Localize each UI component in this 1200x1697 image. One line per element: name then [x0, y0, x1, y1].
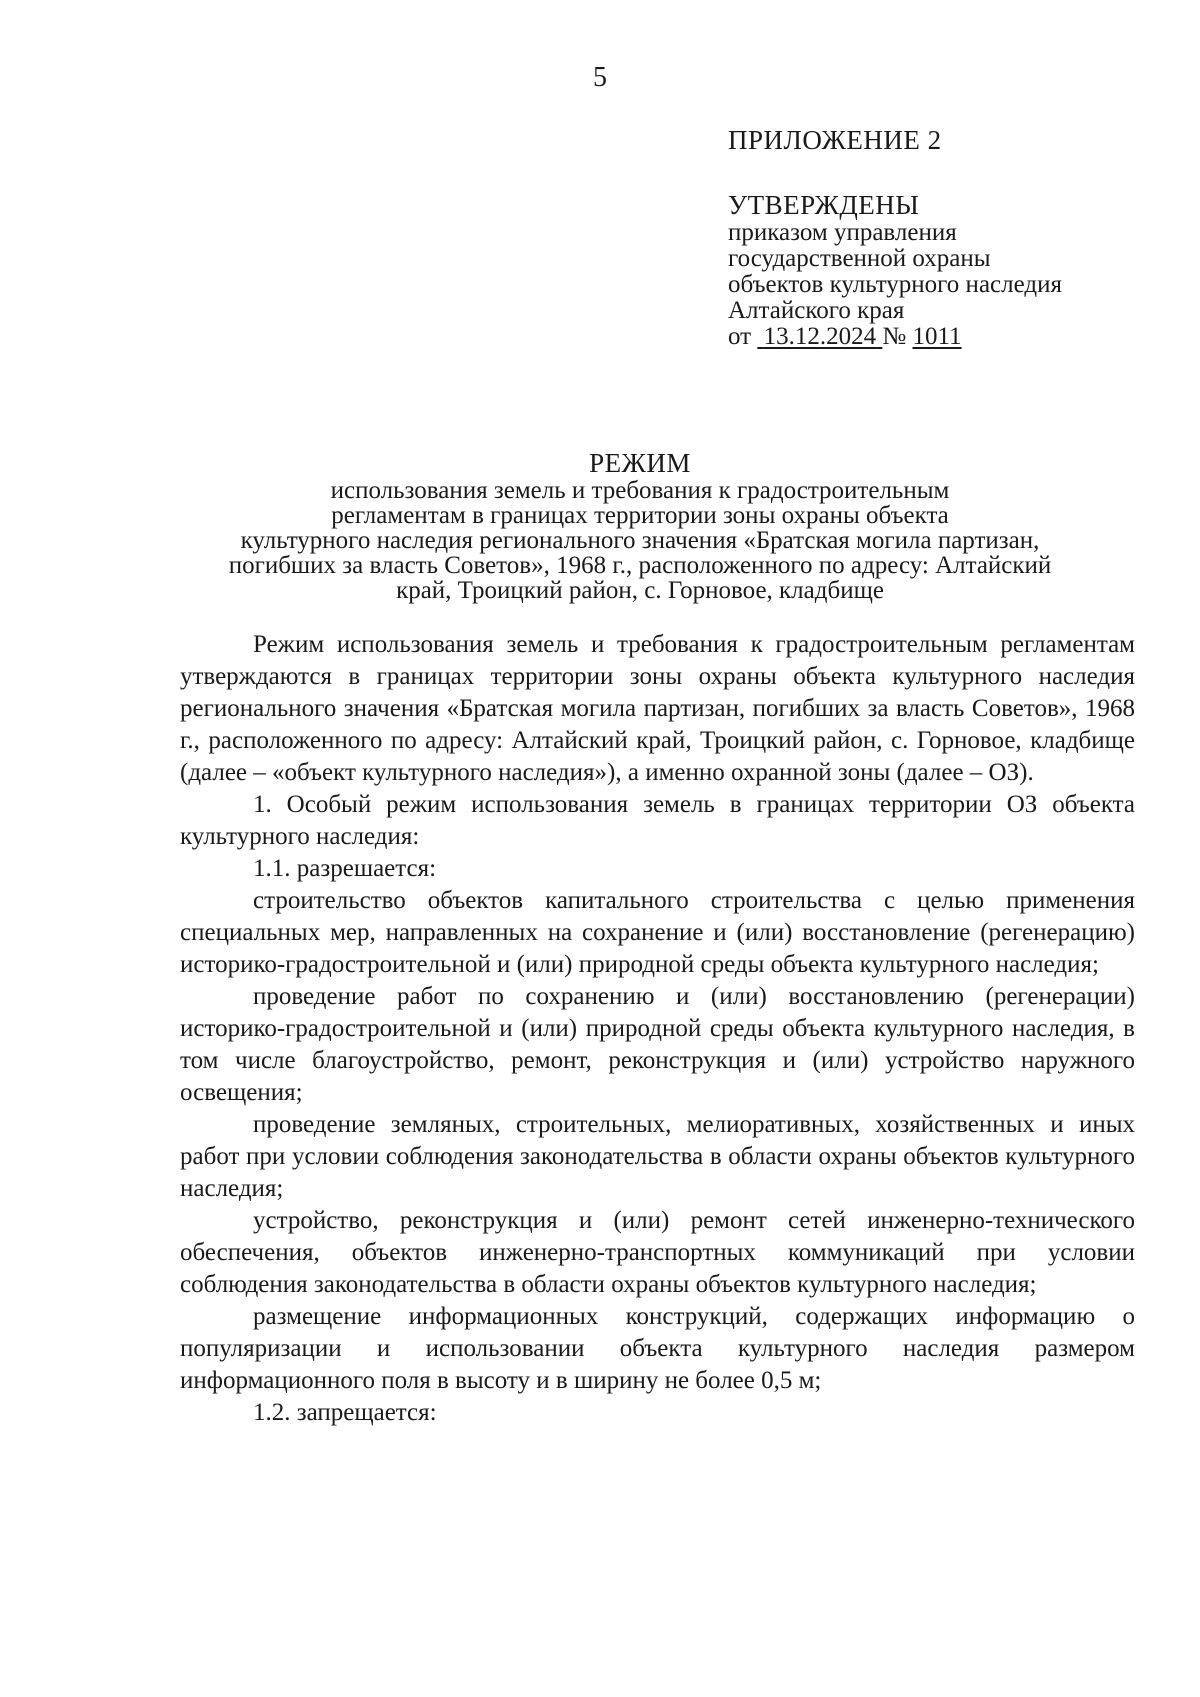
order-date: 13.12.2024 [763, 323, 877, 350]
heading-line: культурного наследия регионального значения «Братская могила партизан, [240, 527, 1040, 554]
heading-line: край, Троицкий район, с. Горновое, кладбище [396, 577, 884, 604]
allowed-item: устройство, реконструкция и (или) ремонт сетей инженерно-технического обеспечения, объектов инженерно-транспортных коммуникаций при условии соблюдения законодательства в области охраны объектов культурного наследия; [180, 1207, 1135, 1298]
heading-line: использования земель и требования к градостроительным [330, 477, 950, 504]
page-number: 5 [593, 62, 607, 93]
number-prefix: № [882, 323, 907, 350]
heading-line: погибших за власть Советов», 1968 г., расположенного по адресу: Алтайский [228, 552, 1052, 579]
subsection-1-1-heading: 1.1. разрешается: [253, 855, 437, 882]
document-body [180, 629, 1135, 1429]
subsection-1-2-heading: 1.2. запрещается: [253, 1399, 437, 1426]
document-heading [120, 448, 1160, 603]
allowed-item: строительство объектов капитального строительства с целью применения специальных мер, направленных на сохранение и (или) восстановление (регенерацию) историко-градостроительной и (или) природной среды объекта культурного наследия; [180, 887, 1135, 978]
allowed-item: проведение работ по сохранению и (или) восстановлению (регенерации) историко-градостроительной и (или) природной среды объекта культурного наследия, в том числе благоустройство, ремонт, реконструкция и (или) устройство наружного освещения; [180, 983, 1135, 1106]
date-prefix: от [728, 323, 752, 350]
heading-line: регламентам в границах территории зоны охраны объекта [331, 502, 949, 529]
heading-title: РЕЖИМ [589, 448, 691, 478]
approval-title: УТВЕРЖДЕНЫ [728, 190, 920, 220]
approval-date-line [728, 324, 1062, 350]
approval-line: Алтайского края [728, 297, 905, 324]
approval-line: государственной охраны [728, 245, 991, 272]
approval-block [728, 190, 1062, 350]
intro-paragraph: Режим использования земель и требования к градостроительным регламентам утверждаются в границах территории зоны охраны объекта культурного наследия регионального значения «Братская могила партизан, погибших за власть Советов», 1968 г., расположенного по адресу: Алтайский край, Троицкий район, с. Горновое, кладбище (далее – «объект культурного наследия»), а именно охранной зоны (далее – ОЗ). [180, 631, 1135, 786]
allowed-item: размещение информационных конструкций, содержащих информацию о популяризации и использовании объекта культурного наследия размером информационного поля в высоту и в ширину не более 0,5 м; [180, 1303, 1135, 1394]
appendix-title: ПРИЛОЖЕНИЕ 2 [728, 125, 942, 155]
allowed-item: проведение земляных, строительных, мелиоративных, хозяйственных и иных работ при условии соблюдения законодательства в области охраны объектов культурного наследия; [180, 1111, 1135, 1202]
approval-line: приказом управления [728, 219, 957, 246]
approval-line: объектов культурного наследия [728, 271, 1062, 298]
section-1-heading: 1. Особый режим использования земель в границах территории ОЗ объекта культурного наследия: [180, 791, 1135, 850]
order-number: 1011 [912, 323, 962, 350]
